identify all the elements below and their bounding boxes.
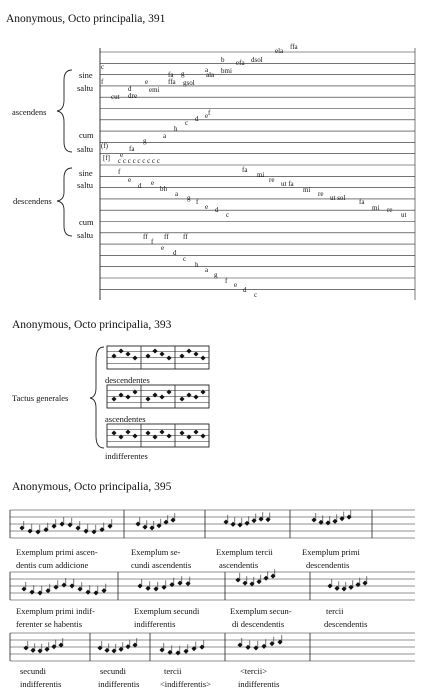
caption-tercii-ascendentis-1: Exemplum tercii bbox=[216, 547, 273, 557]
note-letter: ela bbox=[275, 47, 284, 55]
note-letter: d bbox=[243, 286, 247, 294]
note-letter: e bbox=[205, 112, 209, 120]
neume-note bbox=[152, 392, 157, 397]
caption-tercii-indifferentis-1: tercii bbox=[164, 666, 182, 676]
note-letter: ut bbox=[401, 211, 407, 219]
neume-note bbox=[186, 392, 191, 397]
neume-note bbox=[145, 396, 150, 401]
note-letter: re bbox=[387, 206, 393, 214]
note-letter: a bbox=[205, 66, 209, 74]
neume-note bbox=[111, 353, 116, 358]
note-letter: fa bbox=[242, 166, 248, 174]
note-letter: c c c c c c c c c bbox=[118, 157, 160, 165]
note-letter: bh bbox=[160, 185, 167, 193]
note-letter: e bbox=[128, 176, 132, 184]
caption-secundi-indifferentis-b-1: secundi bbox=[100, 666, 126, 676]
neume-note bbox=[200, 355, 205, 360]
note-letter: c bbox=[254, 291, 258, 299]
neume-note bbox=[186, 348, 191, 353]
neume-note bbox=[193, 429, 198, 434]
note-letter: ff bbox=[183, 233, 188, 241]
neume-note bbox=[132, 355, 137, 360]
brace-descendens bbox=[57, 168, 72, 236]
note-letter: c bbox=[183, 255, 187, 263]
caption-secundi-indifferentis-a-1: secundi bbox=[20, 666, 46, 676]
neume-note bbox=[152, 348, 157, 353]
note-letter: e bbox=[205, 203, 209, 211]
note-letter: fa bbox=[129, 145, 135, 153]
note-letter: efa bbox=[236, 59, 245, 67]
note-letter: ut sol bbox=[330, 194, 346, 202]
note-letter: ffa bbox=[168, 78, 176, 86]
note-letter: mi bbox=[303, 186, 311, 194]
note-letter: d bbox=[128, 85, 132, 93]
label-descendentes: descendentes bbox=[105, 375, 150, 385]
note-letter: f bbox=[196, 198, 199, 206]
note-letter: d bbox=[195, 115, 199, 123]
neume-note bbox=[132, 389, 137, 394]
neume-note bbox=[186, 434, 191, 439]
note-letter: f bbox=[118, 168, 121, 176]
note-letter: h bbox=[174, 125, 178, 133]
label-saltu-2: saltu bbox=[77, 144, 94, 154]
neume-note bbox=[132, 433, 137, 438]
neume-note bbox=[125, 394, 130, 399]
label-ascendentes: ascendentes bbox=[105, 414, 146, 424]
neume-note bbox=[166, 389, 171, 394]
note-letter: f bbox=[151, 238, 154, 246]
caption-tercii-indifferentis-c-2: indifferentis bbox=[238, 679, 280, 689]
note-letter: g bbox=[187, 194, 191, 202]
note-letter: ff bbox=[143, 233, 148, 241]
neume-note bbox=[200, 389, 205, 394]
note-letter: dsol bbox=[251, 56, 263, 64]
neume-note bbox=[159, 351, 164, 356]
note-letter: c bbox=[226, 211, 230, 219]
neume-note bbox=[179, 396, 184, 401]
note-letter: f bbox=[225, 277, 228, 285]
caption-primi-indifferentis-2: ferenter se habentis bbox=[16, 619, 83, 629]
neume-note bbox=[166, 355, 171, 360]
note-letter: cut bbox=[111, 93, 120, 101]
neume-note bbox=[193, 351, 198, 356]
note-letter: bmi bbox=[221, 67, 232, 75]
note-letter: f bbox=[208, 109, 211, 117]
neume-note bbox=[125, 351, 130, 356]
caption-tercii-ascendentis-2: ascendentis bbox=[219, 560, 259, 570]
caption-primi-descendentis-1: Exemplum primi bbox=[302, 547, 360, 557]
note-letter: a bbox=[163, 132, 167, 140]
section-title-393: Anonymous, Octo principalia, 393 bbox=[12, 319, 172, 331]
caption-secundi-indifferentis-b-2: indifferentis bbox=[98, 679, 140, 689]
neume-note bbox=[111, 396, 116, 401]
section-title-395: Anonymous, Octo principalia, 395 bbox=[12, 481, 172, 493]
neume-note bbox=[159, 429, 164, 434]
note-letter: re bbox=[269, 176, 275, 184]
note-letter: e bbox=[120, 151, 124, 159]
caption-primi-indifferentis-1: Exemplum primi indif- bbox=[16, 606, 95, 616]
caption-secundi-descendentis-2: di descendentis bbox=[232, 619, 285, 629]
note-letter: (f) bbox=[101, 142, 108, 150]
neume-note bbox=[111, 430, 116, 435]
neume-note bbox=[166, 433, 171, 438]
caption-tercii-indifferentis-c-1: <tercii> bbox=[240, 666, 268, 676]
note-letter: g bbox=[181, 70, 185, 78]
neume-note bbox=[125, 429, 130, 434]
note-letter: gsol bbox=[183, 79, 195, 87]
label-indifferentes: indifferentes bbox=[105, 451, 148, 461]
note-letter: fa bbox=[359, 198, 365, 206]
caption-tercii-descendentis-2: descendentis bbox=[324, 619, 368, 629]
neume-note bbox=[200, 433, 205, 438]
note-letter: g bbox=[143, 137, 147, 145]
note-letter: fa bbox=[168, 71, 174, 79]
note-letter: a bbox=[175, 190, 179, 198]
note-letter: c bbox=[101, 63, 105, 71]
label-descendens: descendens bbox=[13, 196, 52, 206]
neume-note bbox=[152, 434, 157, 439]
note-letter: e bbox=[161, 244, 165, 252]
neume-note bbox=[118, 392, 123, 397]
note-letter: [f] bbox=[103, 154, 110, 162]
note-letter: ala bbox=[206, 71, 215, 79]
note-letter: re bbox=[318, 190, 324, 198]
note-letter: ffa bbox=[290, 43, 298, 51]
note-letter: d bbox=[138, 182, 142, 190]
neume-note bbox=[118, 434, 123, 439]
label-cum-1: cum bbox=[79, 130, 94, 140]
label-tactus-generales: Tactus generales bbox=[12, 393, 69, 403]
label-cum-2: cum bbox=[79, 217, 94, 227]
note-letter: mi bbox=[372, 204, 380, 212]
note-letter: e bbox=[234, 281, 238, 289]
note-letter: e bbox=[151, 179, 155, 187]
caption-primi-ascendentis-1: Exemplum primi ascen- bbox=[16, 547, 98, 557]
note-letter: e bbox=[145, 78, 149, 86]
neume-note bbox=[179, 430, 184, 435]
note-letter: h bbox=[195, 261, 199, 269]
caption-primi-ascendentis-2: dentis cum addicione bbox=[16, 560, 89, 570]
note-letter: emi bbox=[149, 86, 160, 94]
label-saltu-4: saltu bbox=[77, 230, 94, 240]
note-letter: c bbox=[185, 119, 189, 127]
neume-note bbox=[145, 353, 150, 358]
caption-secundi-indifferentis-2: indifferentis bbox=[134, 619, 176, 629]
neume-note bbox=[145, 430, 150, 435]
neume-note bbox=[193, 394, 198, 399]
section-title-391: Anonymous, Octo principalia, 391 bbox=[6, 13, 166, 25]
label-saltu-3: saltu bbox=[77, 180, 94, 190]
neume-note bbox=[179, 353, 184, 358]
note-letter: d bbox=[215, 206, 219, 214]
note-letter: dre bbox=[128, 92, 137, 100]
note-letter: ff bbox=[164, 233, 169, 241]
note-letter: g bbox=[214, 271, 218, 279]
label-sine-2: sine bbox=[79, 168, 93, 178]
caption-secundi-descendentis-1: Exemplum secun- bbox=[230, 606, 292, 616]
brace-tactus bbox=[90, 347, 104, 448]
caption-secundi-ascendentis-1: Exemplum se- bbox=[131, 547, 181, 557]
note-letter: ut fa bbox=[281, 180, 294, 188]
note-letter: f bbox=[101, 78, 104, 86]
caption-secundi-indifferentis-a-2: indifferentis bbox=[20, 679, 62, 689]
brace-ascendens bbox=[57, 70, 72, 152]
note-letter: b bbox=[221, 56, 225, 64]
note-letter: a bbox=[205, 266, 209, 274]
neume-note bbox=[159, 394, 164, 399]
note-letter: mi bbox=[257, 171, 265, 179]
caption-tercii-indifferentis-2: <indifferentis> bbox=[160, 679, 211, 689]
neume-note bbox=[118, 348, 123, 353]
caption-secundi-indifferentis-1: Exemplum secundi bbox=[134, 606, 200, 616]
caption-primi-descendentis-2: descendentis bbox=[306, 560, 350, 570]
label-ascendens: ascendens bbox=[12, 107, 47, 117]
label-sine-1: sine bbox=[79, 70, 93, 80]
caption-secundi-ascendentis-2: cundi ascendentis bbox=[131, 560, 192, 570]
caption-tercii-descendentis-1: tercii bbox=[326, 606, 344, 616]
label-saltu-1: saltu bbox=[77, 83, 94, 93]
note-letter: d bbox=[173, 249, 177, 257]
